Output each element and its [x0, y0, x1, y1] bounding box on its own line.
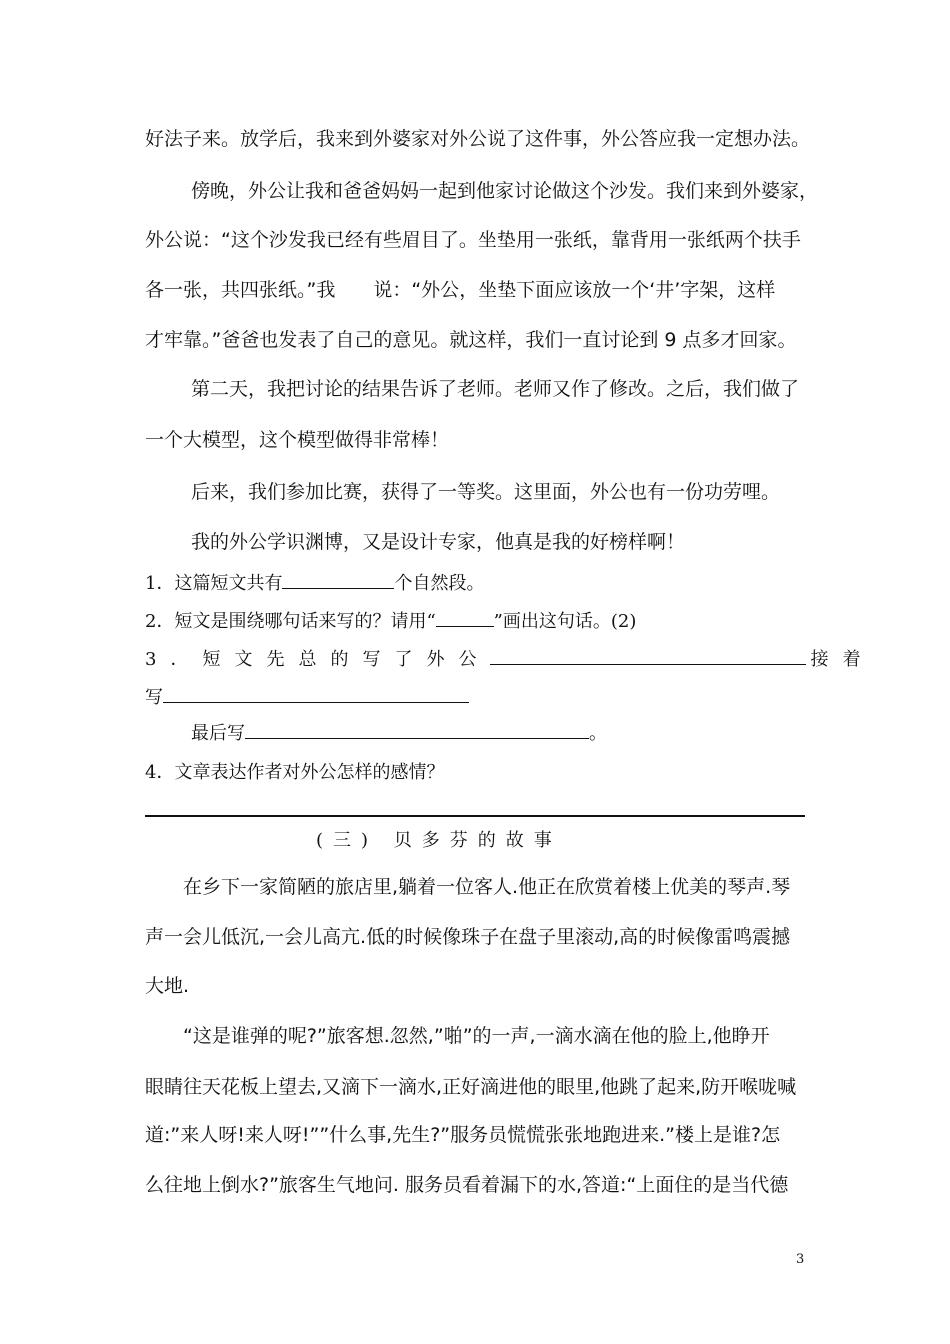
question-4: 4．文章表达作者对外公怎样的感情？	[145, 762, 445, 783]
paragraph-line: 么往地上倒水?”旅客生气地问. 服务员看着漏下的水,答道:“上面住的是当代德	[145, 1174, 789, 1196]
answer-line[interactable]	[145, 815, 805, 817]
paragraph-line: 一个大模型，这个模型做得非常棒！	[145, 429, 450, 451]
question-text: 个自然段。	[394, 573, 485, 594]
question-text: 。	[589, 723, 607, 744]
paragraph-line: 才牢靠。”爸爸也发表了自己的意见。就这样，我们一直讨论到 9 点多才回家。	[145, 329, 797, 351]
question-3-line-3	[191, 719, 607, 745]
answer-blank[interactable]	[490, 663, 806, 665]
paragraph-line: 各一张，共四张纸。”我 说：“外公，坐垫下面应该放一个‘井’字架，这样	[145, 279, 776, 301]
answer-blank[interactable]	[282, 587, 394, 589]
question-2	[145, 607, 636, 633]
section-title: (三) 贝多芬的故事	[316, 830, 562, 851]
paragraph-line: 好法子来。放学后，我来到外婆家对外公说了这件事，外公答应我一定想办法。	[145, 128, 811, 150]
paragraph-line: 我的外公学识渊博，又是设计专家，他真是我的好榜样啊！	[191, 531, 686, 553]
question-text: 接着	[810, 649, 875, 670]
question-3-line-2	[145, 683, 469, 709]
answer-blank[interactable]	[163, 701, 469, 703]
question-text: 2．短文是围绕哪句话来写的？请用“	[145, 611, 436, 632]
question-text: 3．短文先总的写了外公	[145, 649, 491, 670]
paragraph-line: 眼睛往天花板上望去,又滴下一滴水,正好滴进他的眼里,他跳了起来,防开喉咙喊	[145, 1076, 797, 1098]
paragraph-line: “这是谁弹的呢?”旅客想.忽然,”啪”的一声,一滴水滴在他的脸上,他睁开	[183, 1025, 770, 1047]
paragraph-line: 在乡下一家简陋的旅店里,躺着一位客人.他正在欣赏着楼上优美的琴声.琴	[183, 876, 791, 898]
page-number: 3	[796, 1252, 805, 1267]
paragraph-line: 道:”来人呀!来人呀!””什么事,先生?”服务员慌慌张张地跑进来.”楼上是谁?怎	[145, 1124, 781, 1146]
question-text: 写	[145, 687, 163, 708]
paragraph-line: 外公说：“这个沙发我已经有些眉目了。坐垫用一张纸，靠背用一张纸两个扶手	[145, 229, 801, 251]
question-text: 1．这篇短文共有	[145, 573, 283, 594]
paragraph-line: 大地.	[145, 975, 190, 997]
question-text: 最后写	[191, 723, 245, 744]
paragraph-line: 第二天，我把讨论的结果告诉了老师。老师又作了修改。之后，我们做了	[191, 378, 800, 400]
answer-blank[interactable]	[245, 737, 589, 739]
question-text: ”画出这句话。(2)	[493, 611, 637, 632]
question-3	[145, 645, 875, 671]
underline-sample	[436, 625, 494, 627]
paragraph-line: 后来，我们参加比赛，获得了一等奖。这里面，外公也有一份功劳哩。	[191, 481, 781, 503]
question-1	[145, 569, 484, 595]
paragraph-line: 傍晚，外公让我和爸爸妈妈一起到他家讨论做这个沙发。我们来到外婆家，	[191, 180, 819, 202]
paragraph-line: 声一会儿低沉,一会儿高亢.低的时候像珠子在盘子里滚动,高的时候像雷鸣震撼	[145, 926, 791, 948]
